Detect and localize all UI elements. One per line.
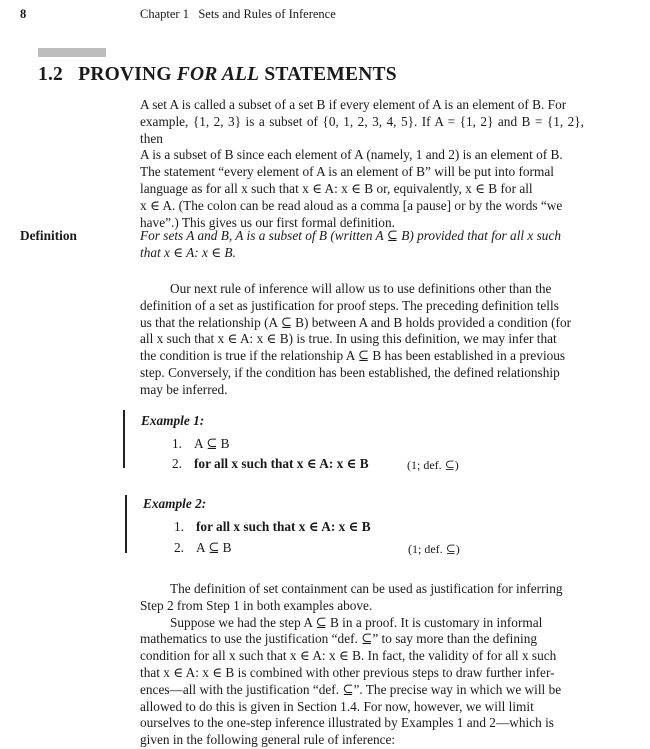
paragraph-line: mathematics to use the justification “def. ⊆” to say more than the defining (140, 631, 538, 647)
definition-body (140, 228, 584, 262)
section-title-pre: PROVING (78, 64, 177, 85)
intro-line: A is a subset of B since each element of A (namely, 1 and 2) is an element of B. (140, 147, 563, 163)
paragraph-line: definition of a set as justification for proof steps. The preceding definition tells (140, 297, 559, 313)
example-1-step-justification: (1; def. ⊆) (407, 458, 459, 472)
intro-line: A set A is called a subset of a set B if every element of A is an element of B. For (140, 97, 567, 112)
example-1-step-statement: A ⊆ B (194, 436, 230, 451)
section-heading (38, 64, 397, 86)
example-2-step-number: 2. (174, 540, 184, 555)
definition-line: that x ∈ A: x ∈ B. (140, 244, 236, 260)
example-2-step-statement: A ⊆ B (196, 540, 232, 555)
example-1-step-number: 1. (172, 436, 182, 451)
paragraph-line: ourselves to the one-step inference illustrated by Examples 1 and 2—which is (140, 715, 554, 731)
paragraph-line: Step 2 from Step 1 in both examples above. (140, 597, 373, 613)
example-1-step-number: 2. (172, 456, 182, 471)
section-title-italic: FOR ALL (176, 64, 260, 85)
paragraph-line: that x ∈ A: x ∈ B is combined with other previous steps to draw further infer- (140, 664, 555, 680)
example-1-step-statement: for all x such that x ∈ A: x ∈ B (194, 456, 369, 471)
example-1-title: Example 1: (141, 413, 205, 428)
definition-line: For sets A and B, A is a subset of B (written A ⊆ B) provided that for all x such (140, 228, 562, 243)
containment-paragraph (140, 581, 584, 749)
intro-line: have”.) This gives us our first formal definition. (140, 214, 395, 230)
intro-paragraph (140, 97, 584, 231)
paragraph-line: Suppose we had the step A ⊆ B in a proof. It is customary in informal (170, 614, 543, 630)
paragraph-line: step. Conversely, if the condition has been established, the defined relationship (140, 364, 560, 380)
page-number: 8 (20, 7, 27, 21)
intro-line: language as for all x such that x ∈ A: x ∈ B or, equivalently, x ∈ B for all (140, 180, 533, 196)
paragraph-line: allowed to do this is given in Section 1.4. For now, however, we will limit (140, 698, 534, 714)
paragraph-line: the condition is true if the relationship A ⊆ B has been established in a previous (140, 348, 566, 364)
paragraph-line: Our next rule of inference will allow us to use definitions other than the (170, 281, 552, 296)
paragraph-line: may be inferred. (140, 381, 228, 397)
intro-line: x ∈ A. (The colon can be read aloud as a comma [a pause] or by the words “we (140, 197, 563, 213)
inference-paragraph (140, 281, 584, 399)
running-header: Chapter 1 Sets and Rules of Inference (140, 7, 336, 21)
paragraph-line: The definition of set containment can be used as justification for inferring (170, 581, 563, 596)
example-1-margin-rule (123, 410, 125, 468)
example-2-title: Example 2: (143, 496, 207, 511)
example-2-step-statement: for all x such that x ∈ A: x ∈ B (196, 519, 371, 534)
example-2-step-number: 1. (174, 519, 184, 534)
definition-label: Definition (20, 228, 77, 243)
section-title-post: STATEMENTS (259, 64, 397, 85)
section-marker-bar (38, 48, 106, 57)
example-2-margin-rule (125, 495, 127, 553)
paragraph-line: us that the relationship (A ⊆ B) between A and B holds provided a condition (for (140, 314, 572, 330)
section-number: 1.2 (38, 64, 63, 85)
paragraph-line: all x such that x ∈ A: x ∈ B) is true. In using this definition, we may infer that (140, 331, 557, 347)
intro-line: example, {1, 2, 3} is a subset of {0, 1, 2, 3, 4, 5}. If A = {1, 2} and B = {1, 2}, then (140, 113, 584, 146)
example-2-step-justification: (1; def. ⊆) (408, 542, 460, 556)
paragraph-line: condition for all x such that x ∈ A: x ∈ B. In fact, the validity of for all x such (140, 648, 557, 664)
intro-line: The statement “every element of A is an element of B” will be put into formal (140, 164, 554, 180)
paragraph-line: given in the following general rule of inference: (140, 732, 396, 748)
paragraph-line: ences—all with the justification “def. ⊆”. The precise way in which we will be (140, 681, 562, 697)
